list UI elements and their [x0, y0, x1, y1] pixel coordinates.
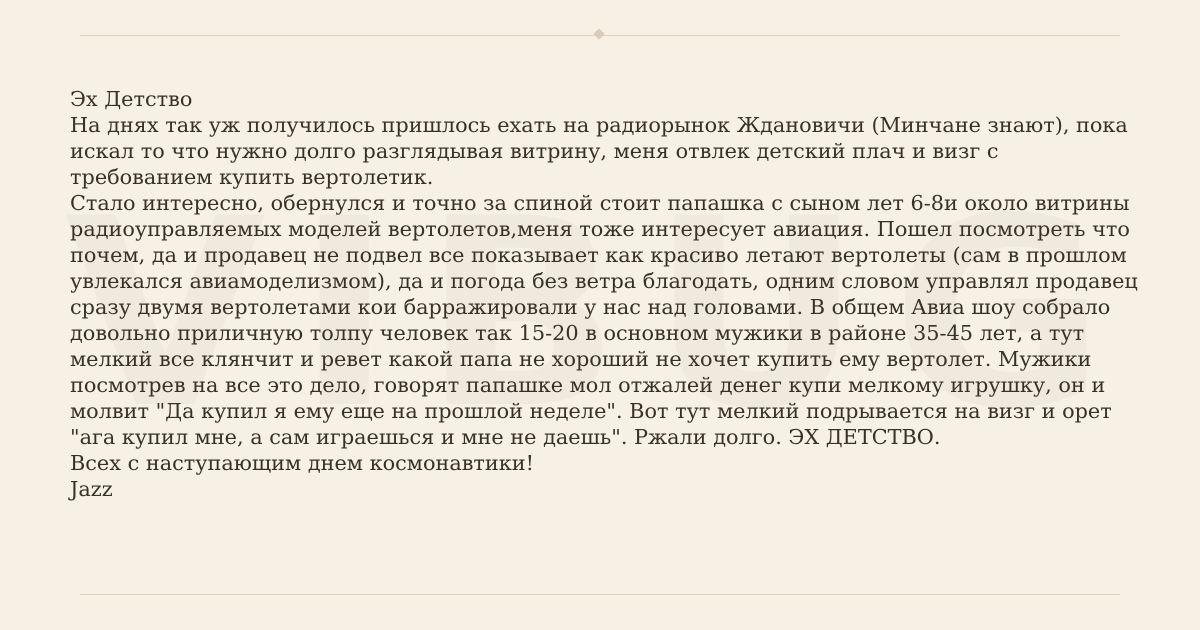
story-block [70, 86, 1140, 502]
bottom-divider [80, 594, 1120, 595]
story-closing: Всех с наступающим днем космонавтики! [70, 451, 535, 475]
story-paragraph-2: Стало интересно, обернулся и точно за спиной стоит папашка с сыном лет 6-8и около витрины радиоуправляемых моделей вертолетов,меня тоже интересует авиация. Пошел посмотреть что почем, да и продавец не подвел все показывает как красиво летают вертолеты (сам в прошлом увлекался авиамоделизмом), да и погода без ветра благодать, одним словом управлял продавец сразу двумя вертолетами кои барражировали у нас над головами. В общем Авиа шоу собрало довольно приличную толпу человек так 15-20 в основном мужики в районе 35-45 лет, а тут мелкий все клянчит и ревет какой папа не хороший не хочет купить ему вертолет. Мужики посмотрев на все это дело, говорят папашке мол отжалей денег купи мелкому игрушку, он и молвит "Да купил я ему еще на прошлой неделе". Вот тут мелкий подрывается на визг и орет "ага купил мне, а сам играешься и мне не даешь". Ржали долго. ЭХ ДЕТСТВО. [70, 191, 1138, 449]
story-paragraph-1: На днях так уж получилось пришлось ехать на радиорынок Ждановичи (Минчане знают), пока искал то что нужно долго разглядывая витрину, меня отвлек детский плач и визг с требованием купить вертолетик. [70, 113, 1128, 189]
story-title: Эх Детство [70, 87, 193, 111]
story-author: Jazz [70, 477, 113, 501]
divider-ornament [593, 28, 604, 39]
